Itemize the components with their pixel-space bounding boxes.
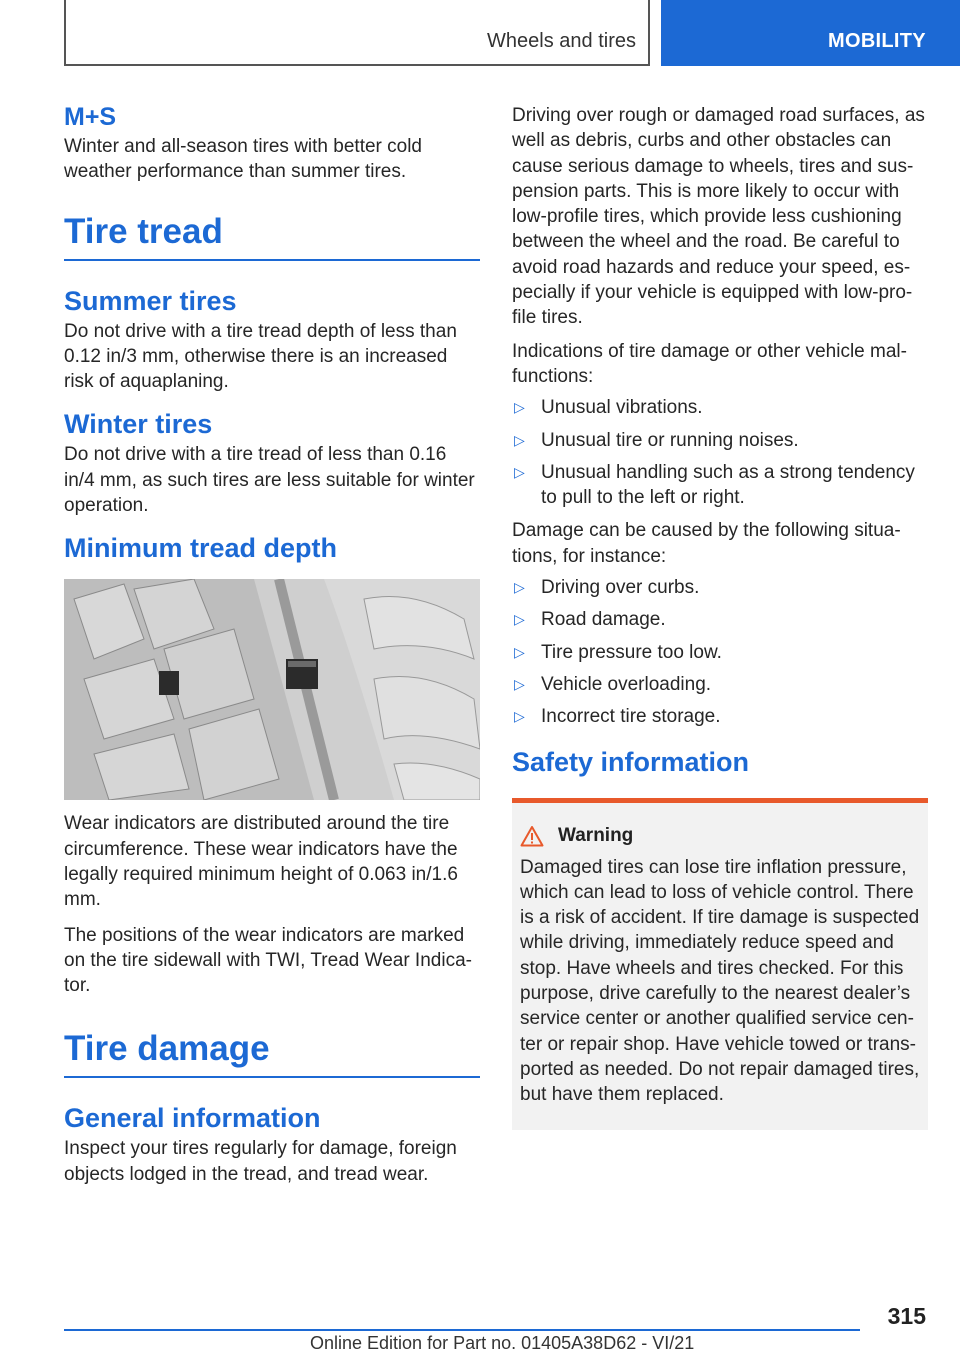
triangle-bullet-icon: ▷: [514, 708, 525, 725]
summer-tires-paragraph: Do not drive with a tire tread depth of less than 0.12 in/3 mm, otherwise there is an increased risk of aquaplaning.: [64, 320, 457, 393]
ms-heading: M+S: [64, 103, 117, 131]
summer-tires-heading: Summer tires: [64, 285, 237, 316]
winter-tires-heading: Winter tires: [64, 409, 213, 440]
section-title: Wheels and tires: [487, 30, 636, 52]
right-column: [512, 103, 928, 1130]
chapter-tab: [661, 0, 960, 66]
triangle-bullet-icon: ▷: [514, 675, 525, 692]
tire-tread-drawing: [64, 579, 480, 800]
rough-roads-paragraph: Driving over rough or damaged road surfaces, as well as debris, curbs and other obstacles can cause serious damage to wheels, tires and sus-pension parts. This is more likely to occur with low-profile tires, which provide less cushioning between the wheel and the road. Be careful to avoid road hazards and reduce your speed, es-pecially if your vehicle is equipped with low-pro-file tires.: [512, 105, 925, 329]
warning-triangle-icon: [520, 825, 544, 847]
list-item: ▷ Unusual handling such as a strong tendency to pull to the left or right.: [514, 461, 915, 509]
edition-footer: Online Edition for Part no. 01405A38D62 - VI/21: [310, 1333, 695, 1353]
footer-rule: [64, 1329, 860, 1331]
damage-causes-paragraph: Damage can be caused by the following situa-tions, for instance:: [512, 520, 901, 567]
list-item: ▷ Tire pressure too low.: [512, 640, 928, 665]
general-information-heading: General information: [64, 1103, 321, 1134]
list-item: ▷ Road damage.: [512, 607, 928, 632]
warning-box: [512, 798, 928, 1130]
list-item: ▷ Vehicle overloading.: [512, 672, 928, 697]
minimum-tread-heading: Minimum tread depth: [64, 533, 338, 564]
triangle-bullet-icon: ▷: [514, 611, 525, 628]
indications-list: [512, 395, 928, 510]
header-box: [64, 0, 650, 66]
triangle-bullet-icon: ▷: [514, 431, 525, 448]
tire-tread-heading: Tire tread: [64, 209, 480, 261]
ms-paragraph: Winter and all-season tires with better cold weather performance than summer tires.: [64, 136, 422, 183]
winter-tires-paragraph: Do not drive with a tire tread of less than 0.16 in/4 mm, as such tires are less suitable for winter operation.: [64, 444, 475, 517]
tread-wear-indicator-illustration: [64, 579, 480, 800]
list-item: ▷ Unusual vibrations.: [512, 395, 928, 420]
list-item: ▷ Driving over curbs.: [512, 575, 928, 600]
triangle-bullet-icon: ▷: [514, 579, 525, 596]
page-number: 315: [887, 1303, 926, 1329]
left-column: [64, 100, 480, 1187]
wear-indicators-paragraph: Wear indicators are distributed around the tire circumference. These wear indicators have the legally required minimum height of 0.063 in/1.6 mm.: [64, 813, 458, 911]
safety-information-heading: Safety information: [512, 746, 750, 777]
list-item: ▷ Unusual tire or running noises.: [512, 428, 928, 453]
causes-list: [512, 575, 928, 729]
triangle-bullet-icon: ▷: [514, 643, 525, 660]
general-information-paragraph: Inspect your tires regularly for damage, foreign objects lodged in the tread, and tread wear.: [64, 1138, 457, 1185]
warning-paragraph: Damaged tires can lose tire inflation pressure, which can lead to loss of vehicle control. There is a risk of accident. If tire damage is suspected while driving, immediately reduce speed and stop. Have wheels and tires checked. For this purpose, drive carefully to the nearest dealer’s service center or another qualified service cen-ter or repair shop. Have vehicle towed or trans-ported as needed. Do not repair damaged tires, but have them replaced.: [520, 856, 920, 1106]
triangle-bullet-icon: ▷: [514, 399, 525, 416]
tire-damage-heading: Tire damage: [64, 1026, 480, 1078]
twi-paragraph: The positions of the wear indicators are marked on the tire sidewall with TWI, Tread Wear Indica-tor.: [64, 924, 472, 997]
list-item: ▷ Incorrect tire storage.: [512, 704, 928, 729]
warning-header: [520, 825, 920, 847]
indications-paragraph: Indications of tire damage or other vehicle mal-functions:: [512, 340, 907, 387]
warning-label: Warning: [558, 824, 634, 846]
chapter-tab-label: MOBILITY: [828, 30, 926, 52]
triangle-bullet-icon: ▷: [514, 463, 525, 480]
